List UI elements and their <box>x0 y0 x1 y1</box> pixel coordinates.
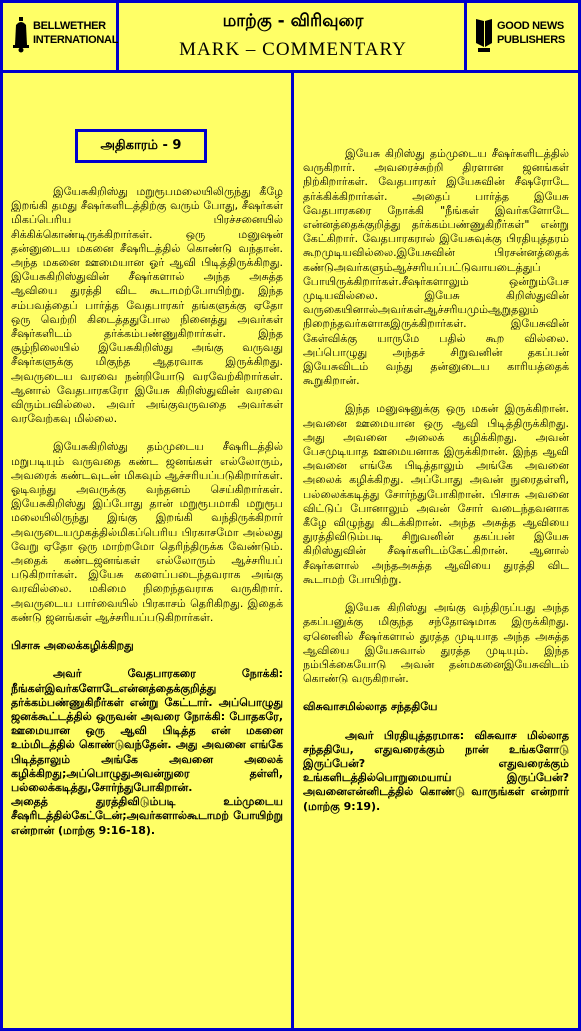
right-column <box>303 73 569 814</box>
good-news-logo-text: GOOD NEWS PUBLISHERS <box>497 20 565 46</box>
column-divider <box>291 70 294 1028</box>
right-paragraph-4: அவர் பிரதியுத்தரமாக: விசுவாச மில்லாத சந்ததியே, எதுவரைக்கும் நான் உங்களோடு இருப்பேன்? எதுவரைக்கும் உங்களிடத்தில்பொறுமையாய் இருப்பேன்? அவனைஎன்னிடத்தில் கொண்டு வாருங்கள் என்றார் (மாற்கு 9:19). <box>303 728 569 813</box>
good-news-logo <box>475 15 573 59</box>
left-paragraph-4: அதைத் துரத்திவிடும்படி உம்முடைய சீஷரிடத்தில்கேட்டேன்;அவர்களால்கூடாமற் போயிற்று என்றான் (மாற்கு 9:16-18). <box>11 795 283 837</box>
left-paragraph-2: இயேசுகிறிஸ்து தம்முடைய சீஷரிடத்தில் மறுபடியும் வருவதை கண்ட ஜனங்கள் எல்லோரும், அவரைக் கண்டவுடன் மிகவும் ஆச்சரியப்படுகிறார்கள். ஓடிவந்து அவருக்கு வந்தனம் செய்கிறார்கள். இயேசுகிறிஸ்து இப்போது தான் மறுரூபமாகி மறுரூப மலையிலிருந்து இங்கு இறங்கி வந்திருக்கிறார் அவருடையமுகத்தில்மிகப்பெரிய பிரகாசமோ அல்லது வேறு ஏதோ ஒரு மாற்றமோ தெரிந்திருக்க வேண்டும். அதைக் கண்டஜனங்கள் எல்லோரும் ஆச்சரியப் படுகிறார்கள். இயேசு களைப்படைந்தவராக அங்கு வரவில்லை. மகிமை நிறைந்தவராக வருகிறார். அவருடைய பார்வையில் பிரகாசம் தெரிகிறது. இதைக் கண்டு ஜனங்கள் ஆச்சரியப்படுகிறார்கள். <box>11 440 283 624</box>
bell-icon <box>13 17 29 53</box>
left-paragraph-1: இயேசுகிறிஸ்து மறுரூபமலையிலிருந்து கீழே இறங்கி தமது சீஷர்களிடத்திற்கு வரும் போது, சீஷர்கள் மிகப்பெரிய பிரச்சனையில் சிக்கிக்கொண்டிருக்கிறார்கள். ஒரு மனுஷன் தன்னுடைய மகனை சீஷரிடத்தில் கொண்டு வந்தான். அந்த மகனை ஊமையான ஓர் ஆவி பிடித்திருக்கிறது. இயேசுகிறிஸ்துவின் சீஷர்களால் அந்த அசுத்த ஆவியை துரத்தி விட கூடாமற்போயிற்று. இந்த சம்பவத்தைப் பார்த்த வேதபாரகர் தங்களுக்கு ஏதோ ஒரு வெற்றி கிடைத்ததுபோல நினைத்து அவர்கள் சீஷர்களிடம் தர்க்கம்பண்ணுகிறார்கள். இந்த சூழ்நிலையில் இயேசுகிறிஸ்து அங்கு வருவது சீஷர்களுக்கு மிகுந்த ஆதரவாக இருக்கிறது. அவருடைய வரவை நன்றியோடு வரவேற்கிறார்கள். ஆனால் வேதபாரகரோ இயேசு கிறிஸ்துவின் வரவை விரும்பவில்லை. அவர் அங்குவருவதை அவர்கள் வரவேற்கவு மில்லை. <box>11 185 283 426</box>
left-paragraph-3: அவர் வேதபாரகரை நோக்கி: நீங்கள்இவர்களோடேஎன்னத்தைக்குறித்து தர்க்கம்பண்ணுகிறீர்கள் என்று கேட்டார். அப்பொழுது ஜனக்கூட்டத்தில் ஒருவன் அவரை நோக்கி: போதகரே, ஊமையான ஒரு ஆவி பிடித்த என் மகனை உம்மிடத்தில் கொண்டுவந்தேன். அது அவனை எங்கே பிடித்தாலும் அங்கே அவனை அலைக் கழிக்கிறது;அப்பொழுதுஅவன்நுரை தள்ளி, பல்லைக்கடித்து,சோர்ந்துபோகிறான். <box>11 667 283 794</box>
right-paragraph-1: இயேசு கிறிஸ்து தம்முடைய சீஷர்களிடத்தில் வருகிறார். அவரைச்சுற்றி திரளான ஜனங்கள் நிற்கிறார்கள். வேதபாரகர் இயேசுவின் சீஷரோடே தர்க்கிக்கிறார்கள். அதைப் பார்த்த இயேசு வேதபாரகரை நோக்கி "நீங்கள் இவர்களோடே என்னத்தைக்குறித்து தர்க்கம்பண்ணுகிறீர்கள்" என்று கேட்கிறார். வேதபாரகரால் இயேசுவுக்கு பிரதியுத்தரம் கூறமுடியவில்லை.இயேசுவின் பிரசன்னத்தைக் கண்டுஅவர்களும்ஆச்சரியப்பட்டுவாயடைத்துப் போயிருக்கிறார்கள்.சீஷர்களாலும் ஒன்றும்பேச முடியவில்லை. இயேசு கிறிஸ்துவின் வருகையினால்அவர்கள்ஆச்சரியமும்ஆறுதலும் நிறைந்தவர்களாகஇருக்கிறார்கள். இயேசுவின் கேள்விக்கு யாருமே பதில் கூற வில்லை. அப்பொழுது அந்தச் சிறுவனின் தகப்பன் இயேசுவிடம் வந்து தன்னுடைய காரியத்தைக் கூறுகிறான். <box>303 147 569 388</box>
left-column <box>11 73 283 838</box>
bellwether-logo-text: BELLWETHER INTERNATIONAL <box>33 20 119 46</box>
header-title-box <box>119 3 467 70</box>
chapter-label: அதிகாரம் - 9 <box>75 129 207 163</box>
right-subheading: விசுவாசமில்லாத சந்ததியே <box>303 700 438 714</box>
title-tamil: மாற்கு - விரிவுரை <box>222 11 364 31</box>
right-paragraph-2: இந்த மனுஷனுக்கு ஒரு மகன் இருக்கிறான். அவனை ஊமையான ஒரு ஆவி பிடித்திருக்கிறது. அது அவனை அலைக் கழிக்கிறது. அவன் பேசமுடியாத ஊமையனாக இருக்கிறான். இந்த ஆவி அவனை எங்கே பிடித்தாலும் அங்கே அவனை அலைக் கழிக்கிறது. அப்போது அவன் நுரைதள்ளி, பல்லைக்கடித்து சோர்ந்துபோகிறான். பிசாசு அவனை விட்டுப் போனாலும் அவன் சோர் வடைந்தவனாக கீழே விழுந்து கிடக்கிறான். அந்த அசுத்த ஆவியை துரத்திவிடும்படி சிறுவனின் தகப்பன் இயேசு கிறிஸ்துவின் சீஷர்களிடம்கேட்கிறான். ஆனால் சீஷர்களால் அந்தஅசுத்த ஆவியை துரத்தி விட கூடாமற் போயிற்று. <box>303 402 569 586</box>
header-right-box <box>467 3 578 70</box>
header <box>3 3 578 73</box>
left-subheading: பிசாசு அலைக்கழிக்கிறது <box>11 639 134 653</box>
bellwether-logo <box>13 15 119 59</box>
open-book-icon <box>475 17 493 53</box>
title-english: MARK – COMMENTARY <box>179 39 407 60</box>
header-left-box <box>3 3 119 70</box>
right-paragraph-3: இயேசு கிறிஸ்து அங்கு வந்திருப்பது அந்த தகப்பனுக்கு மிகுந்த சந்தோஷமாக இருக்கிறது. ஏனெனில் சீஷர்களால் துரத்த முடியாத அந்த அசுத்த ஆவியை இயேசுவால் துரத்த முடியும். இந்த நம்பிக்கையோடு அவன் தன்மகனைஇயேசுவிடம் கொண்டு வருகிறான். <box>303 601 569 686</box>
